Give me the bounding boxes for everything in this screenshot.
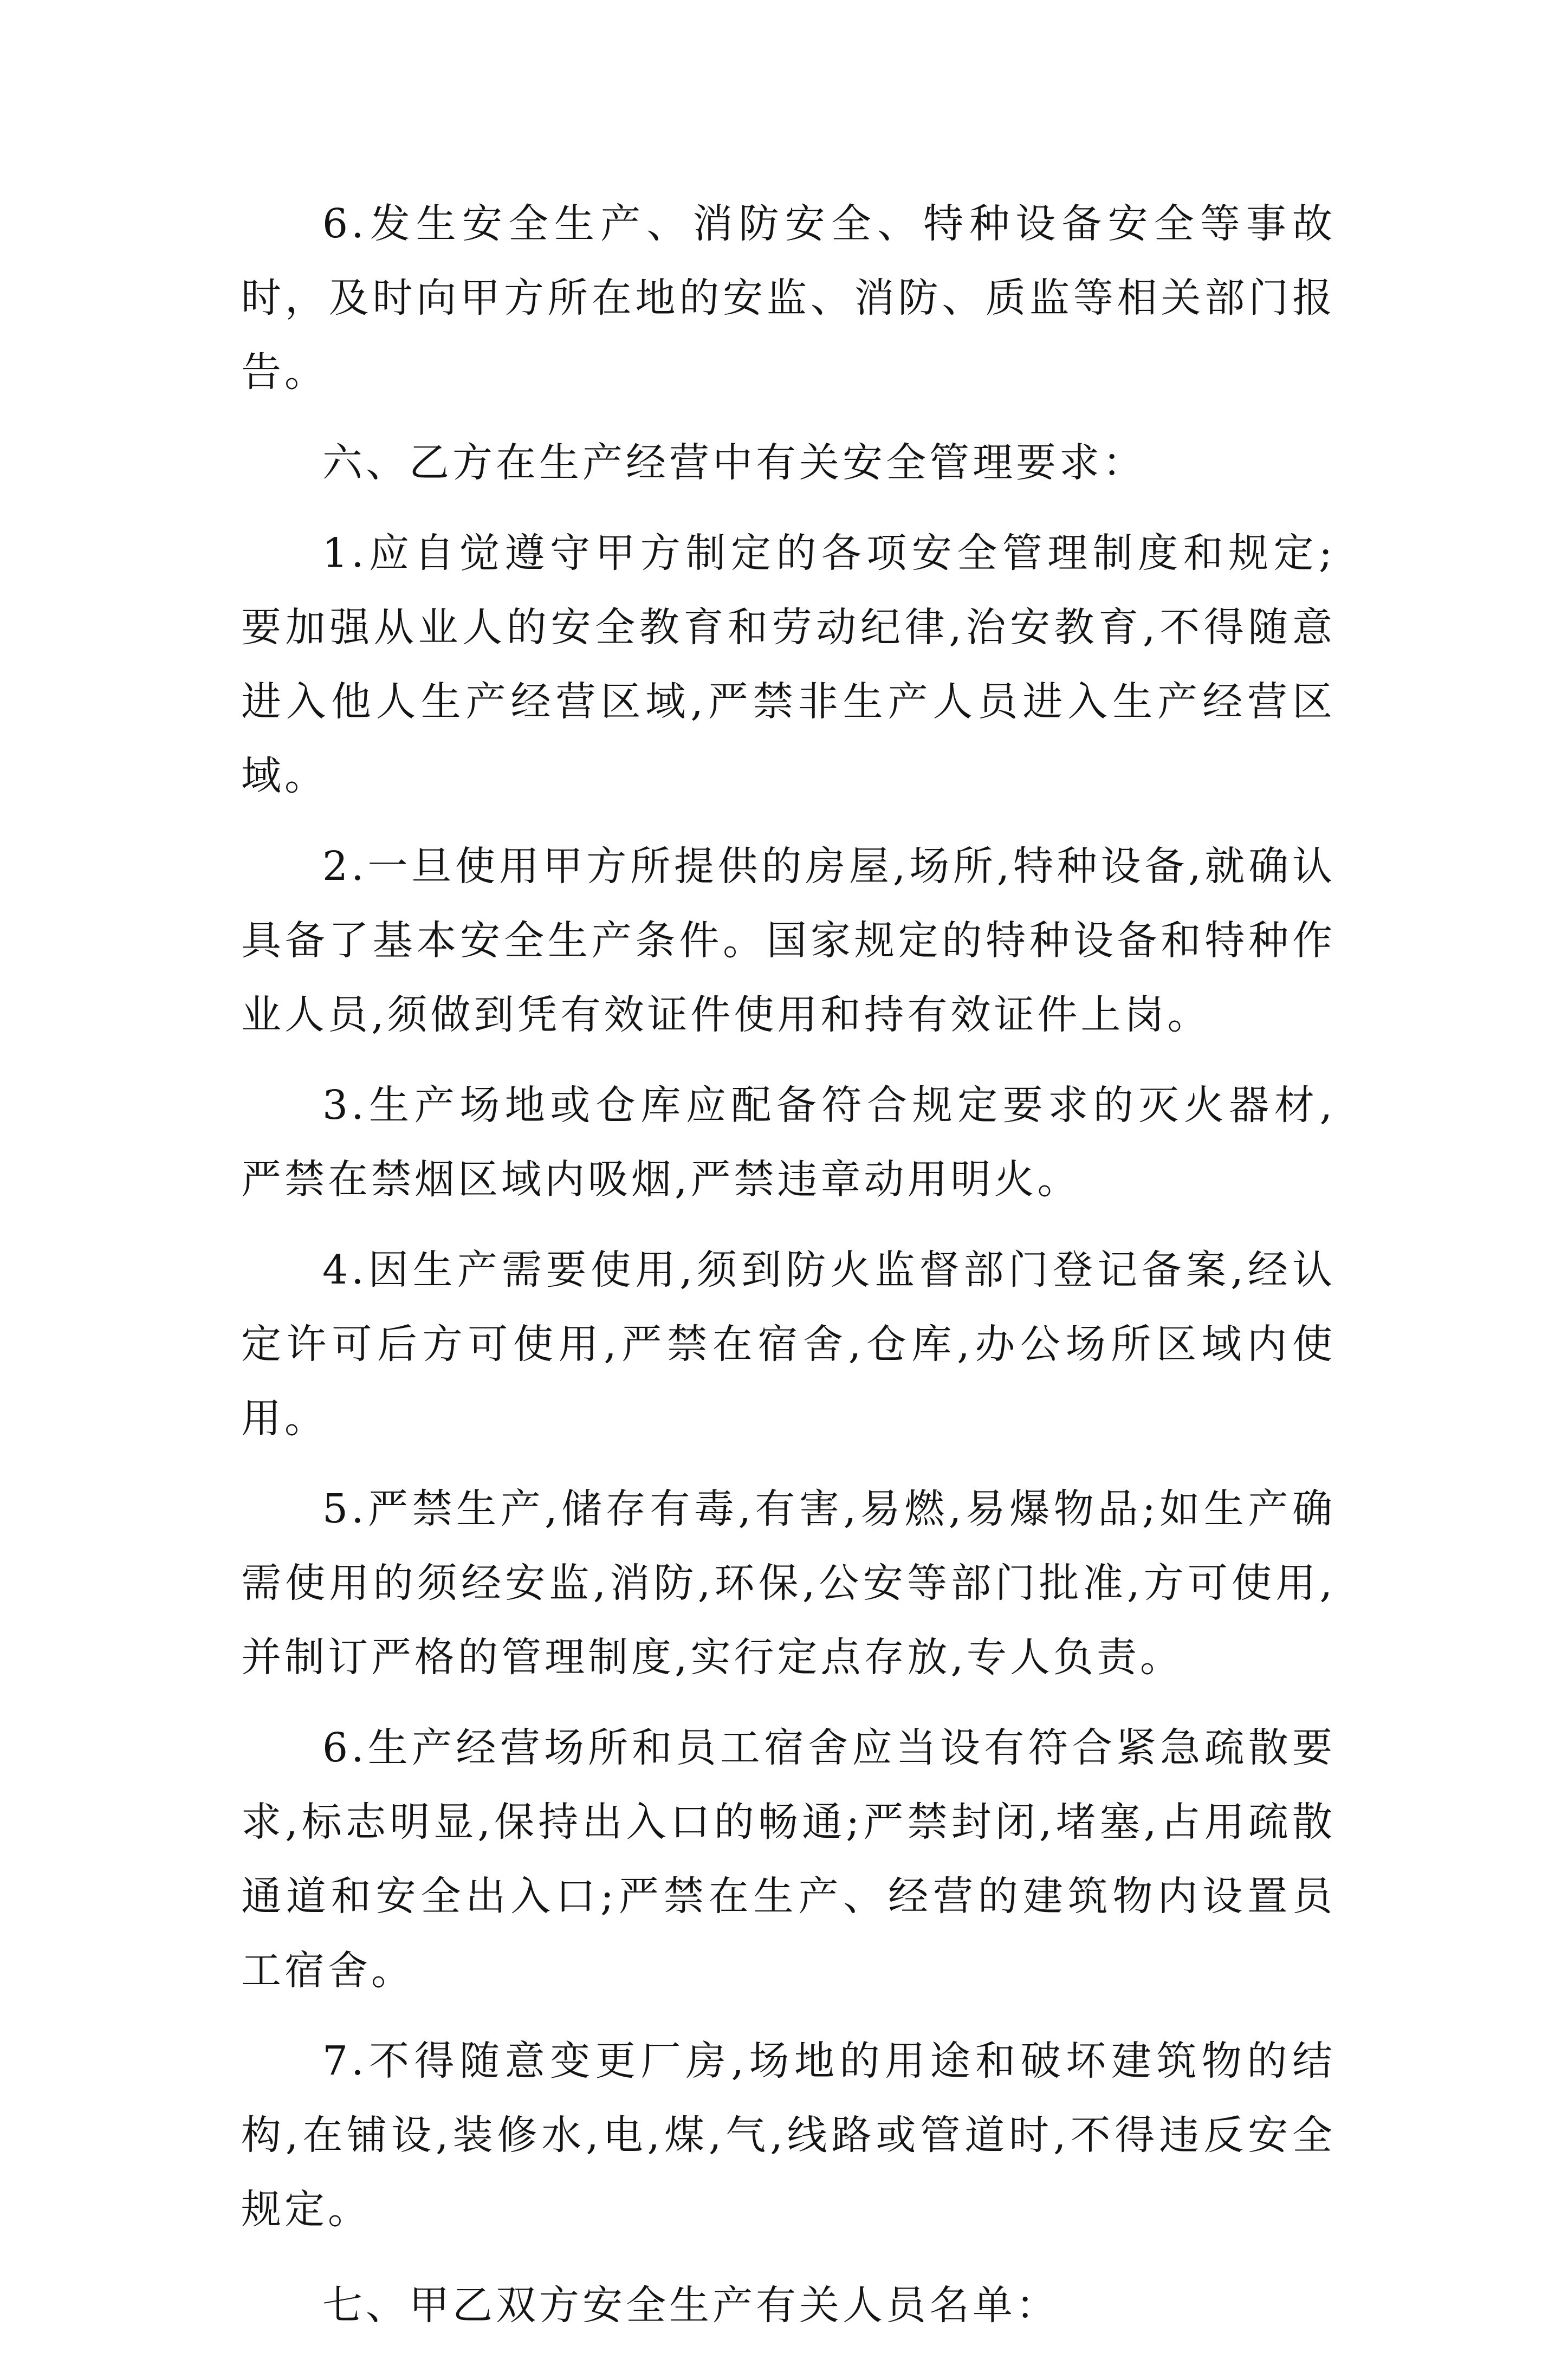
paragraph-item-5: 5.严禁生产,储存有毒,有害,易燃,易爆物品;如生产确需使用的须经安监,消防,环保,公安等部门批准,方可使用,并制订严格的管理制度,实行定点存放,专人负责。 xyxy=(241,1486,1336,1681)
paragraph-item-6: 6.生产经营场所和员工宿舍应当设有符合紧急疏散要求,标志明显,保持出入口的畅通;严禁封闭,堵塞,占用疏散通道和安全出入口;严禁在生产、经营的建筑物内设置员工宿舍。 xyxy=(241,1725,1336,1994)
paragraph-item-2: 2.一旦使用甲方所提供的房屋,场所,特种设备,就确认具备了基本安全生产条件。国家规定的特种设备和特种作业人员,须做到凭有效证件使用和持有效证件上岗。 xyxy=(241,843,1336,1038)
section-heading-seven: 七、甲乙双方安全生产有关人员名单： xyxy=(322,2282,1059,2329)
paragraph-item-6-incident-report: 6.发生安全生产、消防安全、特种设备安全等事故时，及时向甲方所在地的安监、消防、质监等相关部门报告。 xyxy=(241,200,1336,396)
paragraph-item-1: 1.应自觉遵守甲方制定的各项安全管理制度和规定;要加强从业人的安全教育和劳动纪律,治安教育,不得随意进入他人生产经营区域,严禁非生产人员进入生产经营区域。 xyxy=(241,530,1336,799)
document-body xyxy=(241,187,1336,2359)
paragraph-item-7: 7.不得随意变更厂房,场地的用途和破坏建筑物的结构,在铺设,装修水,电,煤,气,线路或管道时,不得违反安全规定。 xyxy=(241,2038,1336,2233)
paragraph-item-4: 4.因生产需要使用,须到防火监督部门登记备案,经认定许可后方可使用,严禁在宿舍,仓库,办公场所区域内使用。 xyxy=(241,1247,1336,1442)
section-heading-six: 六、乙方在生产经营中有关安全管理要求： xyxy=(322,439,1146,486)
paragraph-item-3: 3.生产场地或仓库应配备符合规定要求的灭火器材,严禁在禁烟区域内吸烟,严禁违章动用明火。 xyxy=(241,1082,1336,1203)
